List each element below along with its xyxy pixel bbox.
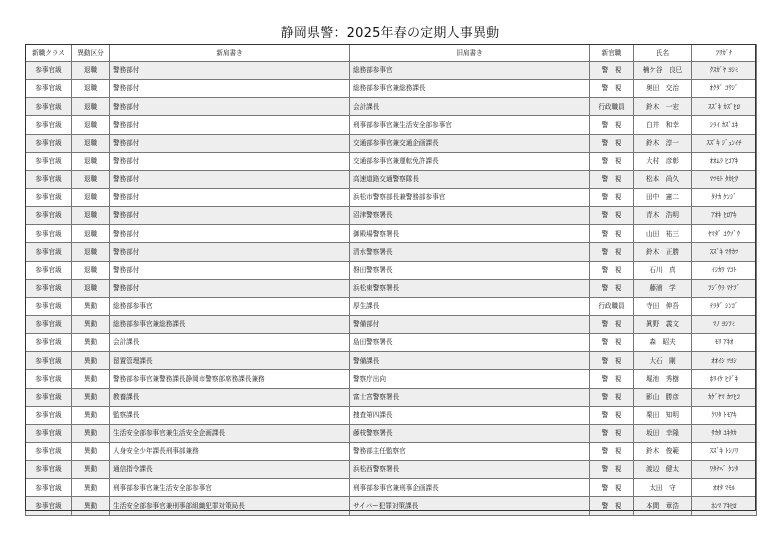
cell-new-title: 監察課長	[110, 406, 350, 424]
cell-new-class: 参事官級	[26, 152, 72, 170]
cell-old-title: 島田警察署長	[350, 334, 590, 352]
cell-furigana: ｸｽｶﾞﾔ ﾖｼﾐ	[692, 62, 757, 80]
cell-new-class: 参事官級	[26, 279, 72, 297]
cell-name: 楠ケ谷 良巳	[634, 62, 692, 80]
cell-furigana: ｻｶﾀ ﾕｷﾀｶ	[692, 424, 757, 442]
cell-transfer-type: 退職	[72, 207, 110, 225]
cell-name: 森 昭夫	[634, 334, 692, 352]
table-row	[26, 497, 757, 515]
cell-name: 栗田 知明	[634, 406, 692, 424]
table-row	[26, 62, 757, 80]
cell-new-class: 参事官級	[26, 134, 72, 152]
cell-new-rank: 警 視	[590, 62, 634, 80]
cell-transfer-type: 異動	[72, 479, 110, 497]
cell-new-rank: 警 視	[590, 134, 634, 152]
cell-name: 鈴木 一宏	[634, 98, 692, 116]
cell-new-title: 刑事部参事官兼生活安全部参事官	[110, 479, 350, 497]
cell-new-class: 参事官級	[26, 62, 72, 80]
cell-old-title: 藤枝警察署長	[350, 424, 590, 442]
table-row	[26, 98, 757, 116]
cell-name: 白井 和幸	[634, 116, 692, 134]
cell-name: 鈴木 正勝	[634, 243, 692, 261]
cell-new-class: 参事官級	[26, 442, 72, 460]
cell-new-title: 警務部付	[110, 243, 350, 261]
cell-new-class: 参事官級	[26, 207, 72, 225]
cell-transfer-type: 退職	[72, 243, 110, 261]
cell-transfer-type: 異動	[72, 315, 110, 333]
cell-new-title: 警務部付	[110, 134, 350, 152]
cell-old-title: 刑事部参事官兼生活安全部参事官	[350, 116, 590, 134]
table-row	[26, 406, 757, 424]
cell-new-title: 総務部参事官兼総務課長	[110, 315, 350, 333]
cell-new-class: 参事官級	[26, 116, 72, 134]
cell-furigana: ｼﾗｲ ｶｽﾞﾕｷ	[692, 116, 757, 134]
table-row	[26, 261, 757, 279]
cell-new-rank: 警 視	[590, 116, 634, 134]
cell-new-class: 参事官級	[26, 406, 72, 424]
cell-transfer-type: 退職	[72, 116, 110, 134]
cell-transfer-type: 異動	[72, 388, 110, 406]
cell-name: 影山 勝彦	[634, 388, 692, 406]
cell-old-title: 交通部参事官兼運転免許課長	[350, 152, 590, 170]
cell-new-title: 教養課長	[110, 388, 350, 406]
cell-furigana: ﾓﾘ ｱｷｵ	[692, 334, 757, 352]
header-new-class: 新職クラス	[26, 45, 72, 62]
table-row	[26, 461, 757, 479]
cell-new-class: 参事官級	[26, 243, 72, 261]
personnel-table	[25, 44, 757, 516]
header-furigana: ﾌﾘｶﾞﾅ	[692, 45, 757, 62]
cell-new-rank: 行政職員	[590, 98, 634, 116]
cell-new-title: 生活安全部参事官兼刑事部組織犯罪対策局長	[110, 497, 350, 515]
cell-furigana: ﾜﾀﾅﾍﾞ ｹﾝﾀ	[692, 461, 757, 479]
cell-name: 鈴木 淳一	[634, 134, 692, 152]
cell-furigana: ｵｵﾑﾗ ﾋｺｱｷ	[692, 152, 757, 170]
cell-name: 田中 憲二	[634, 188, 692, 206]
cell-name: 鈴木 俊範	[634, 442, 692, 460]
table-row	[26, 80, 757, 98]
cell-new-title: 警務部付	[110, 152, 350, 170]
cell-old-title: 会計課長	[350, 98, 590, 116]
cell-transfer-type: 異動	[72, 370, 110, 388]
cell-transfer-type: 退職	[72, 152, 110, 170]
cell-furigana: ｽｽﾞｷ ﾄｼﾉﾘ	[692, 442, 757, 460]
table-row	[26, 170, 757, 188]
cell-name: 眞野 義文	[634, 315, 692, 333]
cell-furigana: ﾌｼﾞｳﾗ ﾏﾅﾌﾞ	[692, 279, 757, 297]
table-row	[26, 297, 757, 315]
cell-new-title: 警務部付	[110, 188, 350, 206]
header-transfer-type: 異動区分	[72, 45, 110, 62]
table-row	[26, 388, 757, 406]
cell-old-title: 警備部付	[350, 315, 590, 333]
cell-furigana: ｱｵｷ ﾋﾛｱｷ	[692, 207, 757, 225]
cell-name: 藤浦 学	[634, 279, 692, 297]
table-row	[26, 424, 757, 442]
cell-old-title: 厚生課長	[350, 297, 590, 315]
cell-new-title: 警務部付	[110, 98, 350, 116]
cell-old-title: 清水警察署長	[350, 243, 590, 261]
table-row	[26, 188, 757, 206]
cell-transfer-type: 退職	[72, 261, 110, 279]
cell-new-rank: 警 視	[590, 152, 634, 170]
cell-new-class: 参事官級	[26, 461, 72, 479]
header-name: 氏名	[634, 45, 692, 62]
cell-furigana: ｸﾘﾀ ﾄﾓｱｷ	[692, 406, 757, 424]
cell-old-title: 磐田警察署長	[350, 261, 590, 279]
cell-new-title: 生活安全部参事官兼生活安全企画課長	[110, 424, 350, 442]
cell-new-title: 通信指令課長	[110, 461, 350, 479]
cell-transfer-type: 異動	[72, 406, 110, 424]
cell-new-rank: 警 視	[590, 352, 634, 370]
cell-furigana: ｵｵﾀ ﾏﾓﾙ	[692, 479, 757, 497]
cell-new-class: 参事官級	[26, 80, 72, 98]
cell-old-title: 刑事部参事官兼刑事企画課長	[350, 479, 590, 497]
cell-name: 太田 守	[634, 479, 692, 497]
cell-old-title: サイバー犯罪対策課長	[350, 497, 590, 515]
cell-transfer-type: 退職	[72, 62, 110, 80]
cell-new-rank: 警 視	[590, 370, 634, 388]
cell-new-rank: 警 視	[590, 207, 634, 225]
header-old-title: 旧肩書き	[350, 45, 590, 62]
cell-transfer-type: 異動	[72, 424, 110, 442]
cell-new-class: 参事官級	[26, 297, 72, 315]
cell-new-rank: 行政職員	[590, 297, 634, 315]
table-row	[26, 152, 757, 170]
cell-old-title: 御殿場警察署長	[350, 225, 590, 243]
page-title: 静岡県警：2025年春の定期人事異動	[280, 26, 500, 41]
cell-transfer-type: 異動	[72, 352, 110, 370]
cell-new-title: 総務部参事官	[110, 297, 350, 315]
cell-new-rank: 警 視	[590, 334, 634, 352]
cell-new-title: 警務部付	[110, 62, 350, 80]
cell-transfer-type: 異動	[72, 334, 110, 352]
cell-new-rank: 警 視	[590, 479, 634, 497]
cell-new-title: 警務部参事官兼警務課長静岡市警察部席務課長兼務	[110, 370, 350, 388]
cell-new-rank: 警 視	[590, 243, 634, 261]
cell-new-rank: 警 視	[590, 225, 634, 243]
cell-new-class: 参事官級	[26, 370, 72, 388]
table-row	[26, 352, 757, 370]
header-new-title: 新肩書き	[110, 45, 350, 62]
cell-new-rank: 警 視	[590, 188, 634, 206]
cell-transfer-type: 異動	[72, 461, 110, 479]
cell-new-class: 参事官級	[26, 424, 72, 442]
cell-new-title: 警務部付	[110, 116, 350, 134]
cell-transfer-type: 退職	[72, 134, 110, 152]
cell-old-title: 総務部参事官兼総務課長	[350, 80, 590, 98]
cell-old-title: 交通部参事官兼交通企画課長	[350, 134, 590, 152]
cell-furigana: ｽｽﾞｷ ﾏｻｶﾂ	[692, 243, 757, 261]
header-new-rank: 新官職	[590, 45, 634, 62]
cell-new-title: 警務部付	[110, 170, 350, 188]
cell-transfer-type: 異動	[72, 497, 110, 515]
cell-furigana: ﾎﾘｲｹ ﾋﾃﾞｷ	[692, 370, 757, 388]
cell-new-class: 参事官級	[26, 334, 72, 352]
cell-old-title: 浜松東警察署長	[350, 279, 590, 297]
cell-new-class: 参事官級	[26, 352, 72, 370]
cell-name: 大村 彦彰	[634, 152, 692, 170]
cell-new-rank: 警 視	[590, 442, 634, 460]
cell-furigana: ｵｸﾀﾞ ｺｳｼﾞ	[692, 80, 757, 98]
cell-new-title: 警務部付	[110, 261, 350, 279]
table-row	[26, 315, 757, 333]
table-row	[26, 279, 757, 297]
cell-new-class: 参事官級	[26, 188, 72, 206]
cell-name: 渡辺 健太	[634, 461, 692, 479]
cell-old-title: 高速道路交通警察隊長	[350, 170, 590, 188]
cell-furigana: ﾏﾂﾓﾄ ﾀｶﾋｻ	[692, 170, 757, 188]
cell-new-class: 参事官級	[26, 225, 72, 243]
cell-transfer-type: 退職	[72, 225, 110, 243]
cell-new-class: 参事官級	[26, 388, 72, 406]
table-row	[26, 134, 757, 152]
cell-new-title: 会計課長	[110, 334, 350, 352]
cell-transfer-type: 異動	[72, 297, 110, 315]
cell-new-class: 参事官級	[26, 479, 72, 497]
cell-name: 寺田 伸吾	[634, 297, 692, 315]
table-row	[26, 370, 757, 388]
cell-new-rank: 警 視	[590, 279, 634, 297]
cell-old-title: 警務部主任監察官	[350, 442, 590, 460]
table-row	[26, 207, 757, 225]
cell-furigana: ﾀﾅｶ ｹﾝｼﾞ	[692, 188, 757, 206]
cell-new-rank: 警 視	[590, 406, 634, 424]
cell-new-rank: 警 視	[590, 424, 634, 442]
cell-new-title: 警務部付	[110, 80, 350, 98]
cell-transfer-type: 退職	[72, 170, 110, 188]
cell-new-title: 留置管理課長	[110, 352, 350, 370]
cell-name: 堀池 秀樹	[634, 370, 692, 388]
cell-name: 大石 剛	[634, 352, 692, 370]
cell-name: 奥田 交治	[634, 80, 692, 98]
cell-new-rank: 警 視	[590, 388, 634, 406]
cell-new-rank: 警 視	[590, 497, 634, 515]
cell-furigana: ﾔﾏﾀﾞ ﾕｳｿﾞｳ	[692, 225, 757, 243]
cell-furigana: ﾏﾉ ﾖｼﾌﾐ	[692, 315, 757, 333]
cell-furigana: ｶｹﾞﾔﾏ ｶﾂﾋｺ	[692, 388, 757, 406]
cell-new-title: 警務部付	[110, 279, 350, 297]
cell-new-rank: 警 視	[590, 261, 634, 279]
cell-old-title: 警察庁出向	[350, 370, 590, 388]
cell-new-class: 参事官級	[26, 315, 72, 333]
cell-name: 松本 尚久	[634, 170, 692, 188]
table-row	[26, 334, 757, 352]
cell-new-title: 警務部付	[110, 207, 350, 225]
cell-transfer-type: 退職	[72, 279, 110, 297]
cell-furigana: ｵｵｲｼ ﾂﾖｼ	[692, 352, 757, 370]
cell-new-title: 人身安全少年課長刑事部兼務	[110, 442, 350, 460]
table-row	[26, 243, 757, 261]
cell-new-class: 参事官級	[26, 497, 72, 515]
table-row	[26, 225, 757, 243]
cell-new-rank: 警 視	[590, 80, 634, 98]
cell-transfer-type: 退職	[72, 98, 110, 116]
cell-old-title: 沼津警察署長	[350, 207, 590, 225]
cell-transfer-type: 退職	[72, 188, 110, 206]
cell-old-title: 浜松市警察部長兼警務部参事官	[350, 188, 590, 206]
cell-transfer-type: 異動	[72, 442, 110, 460]
cell-new-rank: 警 視	[590, 315, 634, 333]
cell-old-title: 富士宮警察署長	[350, 388, 590, 406]
cell-name: 本間 章浩	[634, 497, 692, 515]
cell-name: 坂田 幸隆	[634, 424, 692, 442]
table-row	[26, 442, 757, 460]
cell-new-class: 参事官級	[26, 261, 72, 279]
cell-new-class: 参事官級	[26, 98, 72, 116]
cell-furigana: ｽｽﾞｷ ｼﾞｭﾝｲﾁ	[692, 134, 757, 152]
cell-furigana: ｲｼｶﾜ ﾏｺﾄ	[692, 261, 757, 279]
cell-old-title: 警備課長	[350, 352, 590, 370]
cell-new-class: 参事官級	[26, 170, 72, 188]
cell-transfer-type: 退職	[72, 80, 110, 98]
cell-furigana: ﾎﾝﾏ ｱｷﾋﾛ	[692, 497, 757, 515]
cell-furigana: ﾃﾗﾀﾞ ｼﾝｺﾞ	[692, 297, 757, 315]
cell-new-rank: 警 視	[590, 170, 634, 188]
cell-furigana: ｽｽﾞｷ ｶｽﾞﾋﾛ	[692, 98, 757, 116]
cell-name: 青木 浩明	[634, 207, 692, 225]
table-header-row	[26, 45, 757, 62]
cell-new-rank: 警 視	[590, 461, 634, 479]
cell-name: 石川 真	[634, 261, 692, 279]
cell-new-title: 警務部付	[110, 225, 350, 243]
cell-name: 山田 祐三	[634, 225, 692, 243]
cell-old-title: 総務部参事官	[350, 62, 590, 80]
cell-old-title: 捜査第四課長	[350, 406, 590, 424]
table-row	[26, 479, 757, 497]
table-row	[26, 116, 757, 134]
cell-old-title: 浜松西警察署長	[350, 461, 590, 479]
